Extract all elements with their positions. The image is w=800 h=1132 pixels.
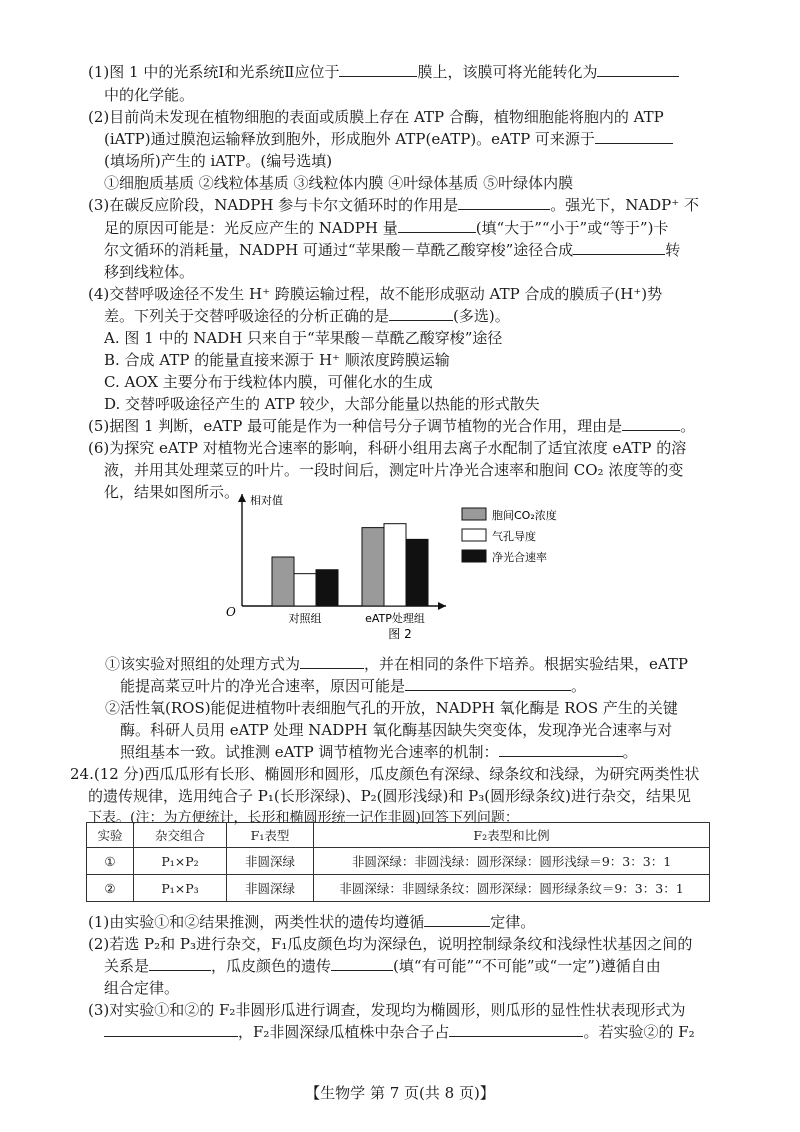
q6-sub2-line1: ②活性氧(ROS)能促进植物叶表细胞气孔的开放，NADPH 氧化酶是 ROS 产生的关键	[105, 699, 678, 717]
table-header-cell: F₁表型	[227, 823, 314, 848]
q2-line3: (填场所)产生的 iATP。(编号选填)	[104, 152, 333, 170]
table-header-row	[87, 823, 710, 848]
q24-part2-line3: 组合定律。	[104, 979, 180, 997]
table-row	[87, 848, 710, 875]
q3-line1: (3)在碳反应阶段，NADPH 参与卡尔文循环时的作用是 。强光下，NADP⁺ 不	[88, 196, 699, 214]
q5-line1: (5)据图 1 判断，eATP 最可能是作为一种信号分子调节植物的光合作用，理由是 。	[88, 417, 696, 435]
q2-line2: (iATP)通过膜泡运输释放到胞外，形成胞外 ATP(eATP)。eATP 可来源于	[104, 129, 673, 149]
q6-line3: 化，结果如图所示。	[104, 483, 240, 501]
table-header-cell: 杂交组合	[134, 823, 227, 848]
cross-results-table	[86, 822, 710, 902]
q1-line1: (1)图 1 中的光系统Ⅰ和光系统Ⅱ应位于 膜上，该膜可将光能转化为	[88, 62, 679, 82]
blank	[398, 218, 476, 233]
page-footer: 【生物学 第 7 页(共 8 页)】	[305, 1084, 495, 1102]
table-cell: P₁×P₃	[134, 875, 227, 902]
origin-label: O	[226, 605, 236, 619]
table-cell: ①	[87, 848, 134, 875]
q6-sub2-line2: 酶。科研人员用 eATP 处理 NADPH 氧化酶基因缺失突变体，发现净光合速率与对	[120, 721, 673, 739]
y-axis-arrow	[238, 494, 246, 502]
q6-line1: (6)为探究 eATP 对植物光合速率的影响，科研小组用去离子水配制了适宜浓度 eATP 的溶	[88, 439, 687, 457]
blank	[389, 306, 453, 321]
blank	[104, 1022, 238, 1037]
x-tick-label: eATP处理组	[365, 612, 425, 625]
blank	[449, 1022, 583, 1037]
q24-line2: 的遗传规律，选用纯合子 P₁(长形深绿)、P₂(圆形浅绿)和 P₃(圆形绿条纹)进行杂交，结果见	[88, 787, 691, 805]
legend-label: 净光合速率	[492, 551, 547, 564]
blank	[595, 129, 673, 144]
q6-sub1-line2: 能提高菜豆叶片的净光合速率，原因可能是 。	[120, 677, 587, 695]
table-cell: 非圆深绿	[227, 875, 314, 902]
q4-option-b: B. 合成 ATP 的能量直接来源于 H⁺ 顺浓度跨膜运输	[104, 351, 450, 369]
bar-1-0	[362, 528, 384, 606]
q24-part1: (1)由实验①和②结果推测，两类性状的遗传均遵循 定律。	[88, 913, 536, 931]
q1-line2: 中的化学能。	[104, 86, 195, 104]
legend-swatch	[462, 508, 486, 520]
chart-title: 图 2	[388, 627, 412, 641]
q24-part3-line2: ，F₂非圆深绿瓜植株中杂合子占 。若实验②的 F₂	[104, 1022, 695, 1042]
blank	[424, 912, 490, 927]
blank	[622, 416, 680, 431]
blank	[339, 62, 417, 77]
q3-line3: 尔文循环的消耗量，NADPH 可通过“苹果酸－草酰乙酸穿梭”途径合成 转	[104, 241, 681, 259]
q4-option-a: A. 图 1 中的 NADH 只来自于“苹果酸－草酰乙酸穿梭”途径	[104, 329, 503, 347]
table-cell: 非圆深绿	[227, 848, 314, 875]
bar-1-1	[384, 524, 406, 606]
legend-label: 胞间CO₂浓度	[492, 509, 557, 522]
q3-line4: 移到线粒体。	[104, 263, 195, 281]
x-axis-arrow	[438, 602, 446, 610]
blank	[149, 956, 211, 971]
x-tick-label: 对照组	[288, 612, 322, 625]
blank	[300, 654, 364, 669]
blank	[597, 62, 679, 77]
table-cell: P₁×P₂	[134, 848, 227, 875]
q4-option-d: D. 交替呼吸途径产生的 ATP 较少，大部分能量以热能的形式散失	[104, 395, 540, 413]
q24-part2-line1: (2)若选 P₂和 P₃进行杂交，F₁瓜皮颜色均为深绿色，说明控制绿条纹和浅绿性状基因之间的	[88, 935, 693, 953]
q4-option-c: C. AOX 主要分布于线粒体内膜，可催化水的生成	[104, 373, 433, 391]
blank	[405, 676, 571, 691]
table-header-cell: F₂表型和比例	[314, 823, 710, 848]
bar-0-0	[272, 557, 294, 606]
figure-2-chart	[210, 486, 600, 646]
q24-line1: 24.(12 分)西瓜瓜形有长形、椭圆形和圆形，瓜皮颜色有深绿、绿条纹和浅绿，为研究两类性状	[70, 765, 700, 783]
legend-swatch	[462, 529, 486, 541]
legend-label: 气孔导度	[492, 530, 536, 543]
q6-sub1-line1: ①该实验对照组的处理方式为 ，并在相同的条件下培养。根据实验结果，eATP	[105, 655, 689, 673]
q3-line2: 足的原因可能是：光反应产生的 NADPH 量 (填“大于”“小于”或“等于”)卡	[104, 219, 669, 237]
q2-line1: (2)目前尚未发现在植物细胞的表面或质膜上存在 ATP 合酶，植物细胞能将胞内的 ATP	[88, 108, 664, 126]
q2-options: ①细胞质基质 ②线粒体基质 ③线粒体内膜 ④叶绿体基质 ⑤叶绿体内膜	[104, 174, 574, 192]
blank	[573, 240, 665, 255]
q4-line2: 差。下列关于交替呼吸途径的分析正确的是 (多选)。	[104, 307, 510, 325]
q24-line3: 下表。(注：为方便统计，长形和椭圆形统一记作非圆)回答下列问题：	[88, 810, 519, 826]
q24-part3-line1: (3)对实验①和②的 F₂非圆形瓜进行调查，发现均为椭圆形，则瓜形的显性性状表现形式为	[88, 1001, 686, 1019]
legend-swatch	[462, 550, 486, 562]
bar-1-2	[406, 539, 428, 606]
blank	[499, 742, 623, 757]
table-cell: 非圆深绿：非圆浅绿：圆形深绿：圆形浅绿＝9：3：3：1	[314, 848, 710, 875]
table-cell: ②	[87, 875, 134, 902]
blank	[458, 195, 550, 210]
y-axis-label: 相对值	[250, 494, 283, 507]
q24-part2-line2: 关系是 ，瓜皮颜色的遗传 (填“有可能”“不可能”或“一定”)遵循自由	[104, 957, 661, 975]
bar-0-1	[294, 574, 316, 606]
table-header-cell: 实验	[87, 823, 134, 848]
q4-line1: (4)交替呼吸途径不发生 H⁺ 跨膜运输过程，故不能形成驱动 ATP 合成的膜质子(H⁺)势	[88, 285, 663, 303]
bar-0-2	[316, 570, 338, 606]
blank	[331, 956, 393, 971]
q6-sub2-line3: 照组基本一致。试推测 eATP 调节植物光合速率的机制： 。	[120, 743, 638, 761]
table-cell: 非圆深绿：非圆绿条纹：圆形深绿：圆形绿条纹＝9：3：3：1	[314, 875, 710, 902]
q6-line2: 液，并用其处理菜豆的叶片。一段时间后，测定叶片净光合速率和胞间 CO₂ 浓度等的变	[104, 461, 684, 479]
table-row	[87, 875, 710, 902]
